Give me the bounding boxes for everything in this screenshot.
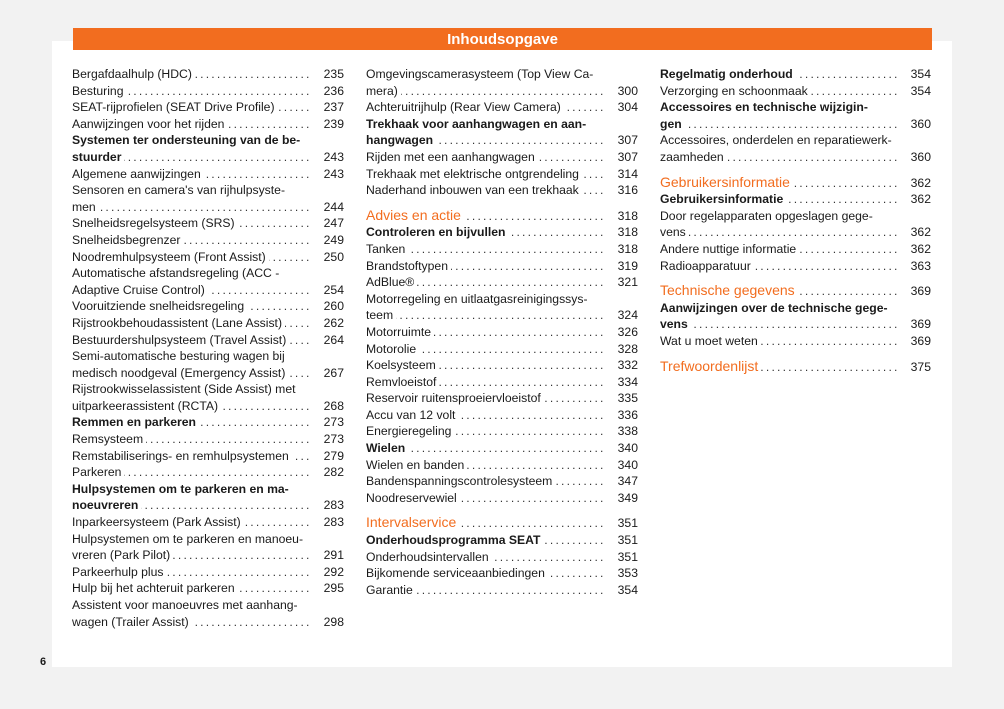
toc-entry-title: Remstabiliserings- en remhulpsystemen [72, 449, 292, 463]
toc-entry-title-line: Sensoren en camera's van rijhulpsyste- [72, 183, 286, 198]
toc-entry-title: hangwagen [366, 133, 436, 147]
toc-entry-title: medisch noodgeval (Emergency Assist) [72, 366, 288, 380]
toc-entry-title: Trekhaak met elektrische ontgrendeling [366, 167, 582, 181]
toc-page-number: 354 [910, 67, 931, 81]
toc-page-number: 362 [910, 225, 931, 240]
toc-entry[interactable] [72, 182, 344, 215]
toc-entry-title-line: Door regelapparaten opgeslagen gege- [660, 208, 873, 223]
toc-entry-title: Noodreservewiel [366, 491, 460, 505]
toc-entry-title: Andere nuttige informatie [660, 242, 799, 256]
toc-entry[interactable] [366, 457, 638, 474]
toc-entry[interactable] [72, 83, 344, 100]
toc-page-number: 260 [323, 299, 344, 314]
toc-entry[interactable] [660, 66, 931, 83]
toc-entry[interactable] [366, 291, 638, 324]
toc-page-number: 291 [323, 548, 344, 563]
toc-entry-title-line: Omgevingscamerasysteem (Top View Ca- [366, 67, 594, 81]
toc-page-number: 351 [617, 549, 638, 564]
toc-entry-title: Achteruitrijhulp (Rear View Camera) [366, 100, 564, 114]
toc-entry-title: teem [366, 308, 396, 322]
toc-page-number: 273 [323, 432, 344, 447]
toc-page-number: 264 [323, 332, 344, 347]
toc-entry-title: Remsysteem [72, 432, 146, 446]
toc-entry[interactable] [366, 274, 638, 291]
toc-page-number: 273 [323, 415, 344, 430]
toc-entry-title: Hulp bij het achteruit parkeren [72, 581, 238, 595]
toc-entry-title: Gebruikersinformatie [660, 192, 786, 206]
toc-page-number: 237 [323, 100, 344, 115]
toc-entry[interactable] [72, 448, 344, 465]
toc-entry[interactable] [72, 580, 344, 597]
toc-page-number: 360 [910, 149, 931, 164]
toc-entry-title: vens [660, 225, 689, 239]
toc-page-number: 318 [617, 241, 638, 256]
toc-column-3 [660, 66, 931, 375]
toc-entry[interactable] [366, 224, 638, 241]
toc-page-number: 262 [323, 315, 344, 330]
toc-entry-title: Verzorging en schoonmaak [660, 84, 811, 98]
toc-page-number: 254 [323, 282, 344, 297]
toc-page-number: 279 [323, 448, 344, 463]
toc-page-number: 235 [323, 67, 344, 81]
toc-entry-title-line: Accessoires en technische wijzigin- [660, 100, 868, 115]
toc-section[interactable] [660, 174, 931, 192]
toc-entry[interactable] [366, 66, 638, 99]
toc-page-number: 318 [617, 225, 638, 240]
toc-page-number: 295 [323, 581, 344, 596]
toc-page-number: 336 [617, 407, 638, 422]
toc-entry[interactable] [72, 514, 344, 531]
toc-entry[interactable] [72, 414, 344, 431]
toc-entry-title-line: Trekhaak voor aanhangwagen en aan- [366, 116, 587, 131]
toc-entry[interactable] [366, 341, 638, 358]
toc-entry[interactable] [366, 407, 638, 424]
toc-entry-title: zaamheden [660, 150, 727, 164]
toc-entry-title: Parkeren [72, 465, 124, 479]
toc-entry[interactable] [366, 116, 638, 149]
toc-page-number: 369 [910, 317, 931, 332]
toc-entry-title: Motorruimte [366, 325, 434, 339]
toc-entry[interactable] [72, 531, 344, 564]
toc-title: Inhoudsopgave [447, 31, 558, 48]
toc-entry-title: Aanwijzingen voor het rijden [72, 117, 227, 131]
toc-page-number: 304 [617, 100, 638, 115]
toc-entry[interactable] [660, 132, 931, 165]
toc-page-number: 236 [323, 83, 344, 98]
toc-entry-title: gen [660, 117, 685, 131]
toc-entry-title: Rijstrookbehoudassistent (Lane Assist) [72, 316, 285, 330]
toc-entry[interactable] [366, 532, 638, 549]
toc-page-number: 354 [617, 582, 638, 597]
toc-entry-title: Reservoir ruitensproeiervloeistof [366, 391, 544, 405]
toc-page-number: 249 [323, 232, 344, 247]
toc-entry[interactable] [366, 565, 638, 582]
toc-entry[interactable] [366, 423, 638, 440]
toc-entry-title-line: Automatische afstandsregeling (ACC - [72, 266, 280, 281]
toc-column-1 [72, 66, 344, 630]
toc-entry-title-line: Semi-automatische besturing wagen bij [72, 349, 285, 364]
toc-entry[interactable] [660, 208, 931, 241]
toc-entry-title: Besturing [72, 84, 127, 98]
toc-entry-title: Adaptive Cruise Control) [72, 283, 208, 297]
toc-page-number: 319 [617, 258, 638, 273]
toc-page-number: 351 [617, 533, 638, 548]
toc-page-number: 369 [910, 284, 931, 299]
toc-page-number: 340 [617, 457, 638, 472]
toc-entry[interactable] [660, 300, 931, 333]
toc-entry-title: Wat u moet weten [660, 334, 761, 348]
toc-entry[interactable] [72, 481, 344, 514]
toc-page-number: 354 [910, 83, 931, 98]
toc-page-number: 360 [910, 116, 931, 131]
toc-entry-title: Rijden met een aanhangwagen [366, 150, 538, 164]
toc-entry-title: Garantie [366, 583, 416, 597]
toc-entry-title: Snelheidsbegrenzer [72, 233, 183, 247]
page-number: 6 [40, 656, 47, 668]
toc-entry-title: Algemene aanwijzingen [72, 167, 204, 181]
toc-entry[interactable] [366, 357, 638, 374]
toc-entry[interactable] [72, 99, 344, 116]
toc-entry[interactable] [366, 582, 638, 599]
toc-entry[interactable] [660, 241, 931, 258]
toc-page-number: 243 [323, 149, 344, 164]
toc-entry[interactable] [660, 99, 931, 132]
toc-entry[interactable] [72, 332, 344, 349]
toc-entry[interactable] [366, 99, 638, 116]
toc-entry-title: Motorolie [366, 342, 419, 356]
toc-entry-title: Naderhand inbouwen van een trekhaak [366, 183, 582, 197]
toc-entry[interactable] [366, 374, 638, 391]
toc-page-number: 307 [617, 133, 638, 148]
toc-section[interactable] [366, 514, 638, 532]
toc-entry[interactable] [660, 333, 931, 350]
toc-entry-title: AdBlue® [366, 275, 417, 289]
toc-entry-title: Technische gegevens [660, 282, 798, 298]
toc-entry-title: Bergafdaalhulp (HDC) [72, 67, 195, 81]
toc-page-number: 353 [617, 566, 638, 581]
toc-page-number: 328 [617, 341, 638, 356]
toc-entry-title: Wielen en banden [366, 458, 467, 472]
toc-entry-title: Noodremhulpsysteem (Front Assist) [72, 250, 269, 264]
toc-page-number: 362 [910, 241, 931, 256]
toc-page-number: 239 [323, 116, 344, 131]
toc-entry-title: Radioapparatuur [660, 259, 754, 273]
toc-entry-title-line: Hulpsystemen om te parkeren en manoeu- [72, 531, 304, 546]
toc-entry[interactable] [366, 149, 638, 166]
toc-entry-title: Bijkomende serviceaanbiedingen [366, 566, 548, 580]
toc-entry-title: Gebruikersinformatie [660, 174, 793, 190]
toc-entry[interactable] [660, 191, 931, 208]
toc-entry[interactable] [72, 564, 344, 581]
toc-header [73, 28, 932, 50]
toc-page-number: 316 [617, 183, 638, 198]
toc-page-number: 283 [323, 515, 344, 530]
toc-page-number: 318 [617, 208, 638, 223]
toc-entry-title-line: Assistent voor manoeuvres met aanhang- [72, 598, 298, 612]
toc-entry[interactable] [72, 132, 344, 165]
toc-section[interactable] [660, 282, 931, 300]
toc-entry-title: Advies en actie [366, 207, 464, 223]
toc-page-number: 282 [323, 465, 344, 480]
toc-entry-title: Tanken [366, 242, 408, 256]
toc-page-number: 326 [617, 324, 638, 339]
toc-entry-title: noeuvreren [72, 498, 141, 512]
toc-entry-title: uitparkeerassistent (RCTA) [72, 399, 221, 413]
toc-page-number: 324 [617, 308, 638, 323]
toc-entry-title: Remmen en parkeren [72, 415, 199, 429]
toc-page-number: 335 [617, 391, 638, 406]
toc-page-number: 332 [617, 358, 638, 373]
toc-page-number: 349 [617, 490, 638, 505]
toc-page-number: 321 [617, 275, 638, 290]
toc-entry-title: Wielen [366, 441, 408, 455]
toc-entry[interactable] [366, 473, 638, 490]
toc-page-number: 298 [323, 614, 344, 629]
toc-page-number: 267 [323, 365, 344, 380]
toc-page-number: 375 [910, 359, 931, 374]
toc-page-number: 351 [617, 516, 638, 531]
toc-entry-title-line: Systemen ter ondersteuning van de be- [72, 133, 301, 148]
toc-page-number: 363 [910, 258, 931, 273]
toc-entry-title: wagen (Trailer Assist) [72, 615, 192, 629]
toc-entry[interactable] [72, 232, 344, 249]
toc-entry[interactable] [72, 249, 344, 266]
toc-entry-title: mera) [366, 84, 401, 98]
toc-entry[interactable] [366, 182, 638, 199]
toc-entry[interactable] [72, 348, 344, 381]
toc-section[interactable] [660, 358, 931, 376]
toc-page-number: 250 [323, 249, 344, 264]
toc-entry[interactable] [72, 381, 344, 414]
toc-entry-title: Bandenspanningscontrolesysteem [366, 474, 555, 488]
toc-entry[interactable] [72, 265, 344, 298]
toc-entry-title: Accu van 12 volt [366, 408, 458, 422]
toc-page-number: 247 [323, 216, 344, 231]
toc-entry[interactable] [660, 83, 931, 100]
toc-entry-title: Remvloeistof [366, 375, 439, 389]
toc-page-number: 283 [323, 498, 344, 513]
toc-entry-title: Snelheidsregelsysteem (SRS) [72, 216, 238, 230]
toc-page-number: 300 [617, 83, 638, 98]
toc-page-number: 347 [617, 474, 638, 489]
toc-entry[interactable] [366, 549, 638, 566]
toc-entry-title: Bestuurdershulpsysteem (Travel Assist) [72, 333, 289, 347]
toc-entry-title: vens [660, 317, 691, 331]
toc-entry-title-line: Hulpsystemen om te parkeren en ma- [72, 481, 289, 496]
toc-entry-title: Parkeerhulp plus [72, 565, 166, 579]
toc-page-number: 334 [617, 374, 638, 389]
toc-page-number: 243 [323, 166, 344, 181]
toc-page-number: 362 [910, 175, 931, 190]
toc-page-number: 307 [617, 149, 638, 164]
toc-entry-title: Inparkeersysteem (Park Assist) [72, 515, 244, 529]
toc-entry-title-line: Accessoires, onderdelen en reparatiewerk- [660, 133, 892, 148]
toc-entry[interactable] [366, 166, 638, 183]
toc-entry[interactable] [72, 431, 344, 448]
toc-page-number: 369 [910, 333, 931, 348]
toc-entry-title: Trefwoordenlijst [660, 358, 761, 374]
toc-column-2 [366, 66, 638, 598]
toc-entry-title: Onderhoudsintervallen [366, 550, 492, 564]
toc-entry-title: Regelmatig onderhoud [660, 67, 796, 81]
toc-entry-title: Controleren en bijvullen [366, 225, 509, 239]
toc-entry[interactable] [72, 215, 344, 232]
toc-page-number: 362 [910, 192, 931, 207]
toc-entry-title: Koelsysteem [366, 358, 439, 372]
toc-page-number: 338 [617, 424, 638, 439]
toc-entry[interactable] [72, 315, 344, 332]
toc-entry-title-line: Aanwijzingen over de technische gege- [660, 300, 888, 315]
toc-entry-title: men [72, 200, 99, 214]
toc-entry-title-line: Motorregeling en uitlaatgasreinigingssys- [366, 291, 588, 306]
toc-entry[interactable] [366, 490, 638, 507]
toc-entry[interactable] [72, 166, 344, 183]
toc-entry[interactable] [366, 258, 638, 275]
toc-entry[interactable] [366, 324, 638, 341]
toc-entry-title: Energieregeling [366, 424, 454, 438]
toc-page-number: 244 [323, 199, 344, 214]
toc-entry-title: Intervalservice [366, 514, 459, 530]
toc-entry[interactable] [72, 597, 344, 630]
toc-entry[interactable] [366, 440, 638, 457]
toc-entry[interactable] [366, 390, 638, 407]
toc-page-number: 268 [323, 398, 344, 413]
toc-entry[interactable] [72, 298, 344, 315]
toc-entry[interactable] [72, 116, 344, 133]
toc-entry-title-line: Rijstrookwisselassistent (Side Assist) met [72, 382, 296, 397]
toc-entry[interactable] [72, 464, 344, 481]
toc-entry-title: SEAT-rijprofielen (SEAT Drive Profile) [72, 100, 278, 114]
toc-page-number: 292 [323, 564, 344, 579]
toc-entry[interactable] [72, 66, 344, 83]
toc-entry[interactable] [660, 258, 931, 275]
toc-section[interactable] [366, 207, 638, 225]
toc-entry-title: vreren (Park Pilot) [72, 548, 173, 562]
toc-entry-title: Vooruitziende snelheidsregeling [72, 299, 247, 313]
toc-entry-title: stuurder [72, 150, 124, 164]
toc-entry-title: Brandstoftypen [366, 259, 451, 273]
toc-entry[interactable] [366, 241, 638, 258]
toc-entry-title: Onderhoudsprogramma SEAT [366, 533, 543, 547]
toc-page-number: 340 [617, 441, 638, 456]
toc-page-number: 314 [617, 166, 638, 181]
